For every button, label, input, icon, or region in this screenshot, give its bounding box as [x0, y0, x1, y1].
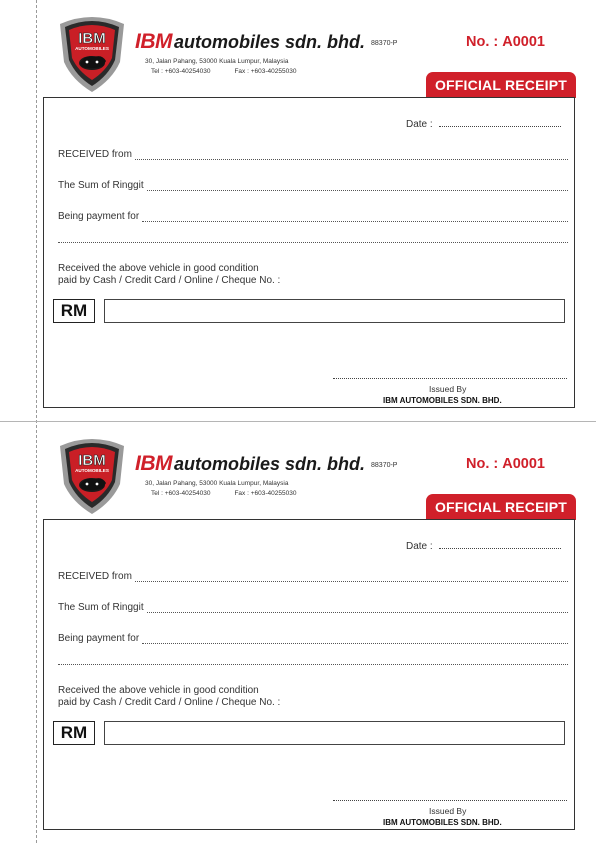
- payment-for-line[interactable]: [142, 213, 568, 222]
- receipt-title-tab: OFFICIAL RECEIPT: [426, 72, 576, 98]
- svg-text:AUTOMOBILES: AUTOMOBILES: [75, 468, 109, 473]
- company-logo: [56, 436, 128, 516]
- fax: Fax : +603-40255030: [234, 68, 297, 75]
- received-from-line[interactable]: [135, 151, 568, 160]
- currency-label: RM: [53, 299, 95, 323]
- registration-number: 88370-P: [371, 40, 398, 47]
- registration-number: 88370-P: [371, 462, 398, 469]
- telephone: Tel : +603-40254030: [151, 68, 211, 75]
- received-from-field[interactable]: RECEIVED from: [58, 571, 568, 582]
- company-name: IBM automobiles sdn. bhd. 88370-P: [135, 452, 398, 475]
- receipt-title-tab: OFFICIAL RECEIPT: [426, 494, 576, 520]
- payment-for-field[interactable]: Being payment for: [58, 211, 568, 222]
- company-logo: [56, 14, 128, 94]
- condition-text: Received the above vehicle in good condition paid by Cash / Credit Card / Online / Cheque No. :: [58, 685, 281, 708]
- sum-field[interactable]: The Sum of Ringgit: [58, 602, 568, 613]
- receipt-frame: [43, 519, 575, 830]
- company-name: IBM automobiles sdn. bhd. 88370-P: [135, 30, 398, 53]
- receipt-number: No. : A0001: [466, 456, 545, 472]
- sum-line[interactable]: [147, 182, 568, 191]
- company-contact: [151, 68, 296, 75]
- received-from-field[interactable]: RECEIVED from: [58, 149, 568, 160]
- issuer-name: IBM AUTOMOBILES SDN. BHD.: [383, 818, 502, 827]
- receipt-number: No. : A0001: [466, 34, 545, 50]
- receipt-frame: [43, 97, 575, 408]
- issued-by-label: Issued By: [429, 806, 467, 816]
- svg-text:AUTOMOBILES: AUTOMOBILES: [75, 46, 109, 51]
- received-from-line[interactable]: [135, 573, 568, 582]
- sum-line[interactable]: [147, 604, 568, 613]
- sum-field[interactable]: The Sum of Ringgit: [58, 180, 568, 191]
- receipt-bottom: [0, 422, 596, 843]
- payment-extra-line[interactable]: [58, 242, 568, 243]
- issued-by-label: Issued By: [429, 384, 467, 394]
- currency-label: RM: [53, 721, 95, 745]
- signature-line[interactable]: [333, 378, 567, 379]
- telephone: Tel : +603-40254030: [151, 490, 211, 497]
- date-line[interactable]: [439, 117, 561, 127]
- fax: Fax : +603-40255030: [234, 490, 297, 497]
- signature-line[interactable]: [333, 800, 567, 801]
- amount-box[interactable]: [104, 299, 565, 323]
- payment-for-line[interactable]: [142, 635, 568, 644]
- payment-for-field[interactable]: Being payment for: [58, 633, 568, 644]
- date-field[interactable]: Date :: [406, 117, 561, 130]
- company-address: 30, Jalan Pahang, 53000 Kuala Lumpur, Malaysia: [145, 480, 289, 487]
- svg-text:IBM: IBM: [78, 30, 106, 47]
- condition-text: Received the above vehicle in good condition paid by Cash / Credit Card / Online / Cheque No. :: [58, 263, 281, 286]
- date-line[interactable]: [439, 539, 561, 549]
- issuer-name: IBM AUTOMOBILES SDN. BHD.: [383, 396, 502, 405]
- company-address: 30, Jalan Pahang, 53000 Kuala Lumpur, Malaysia: [145, 58, 289, 65]
- date-field[interactable]: Date :: [406, 539, 561, 552]
- company-contact: [151, 490, 296, 497]
- receipt-top: [0, 0, 596, 421]
- payment-extra-line[interactable]: [58, 664, 568, 665]
- svg-text:IBM: IBM: [78, 452, 106, 469]
- amount-box[interactable]: [104, 721, 565, 745]
